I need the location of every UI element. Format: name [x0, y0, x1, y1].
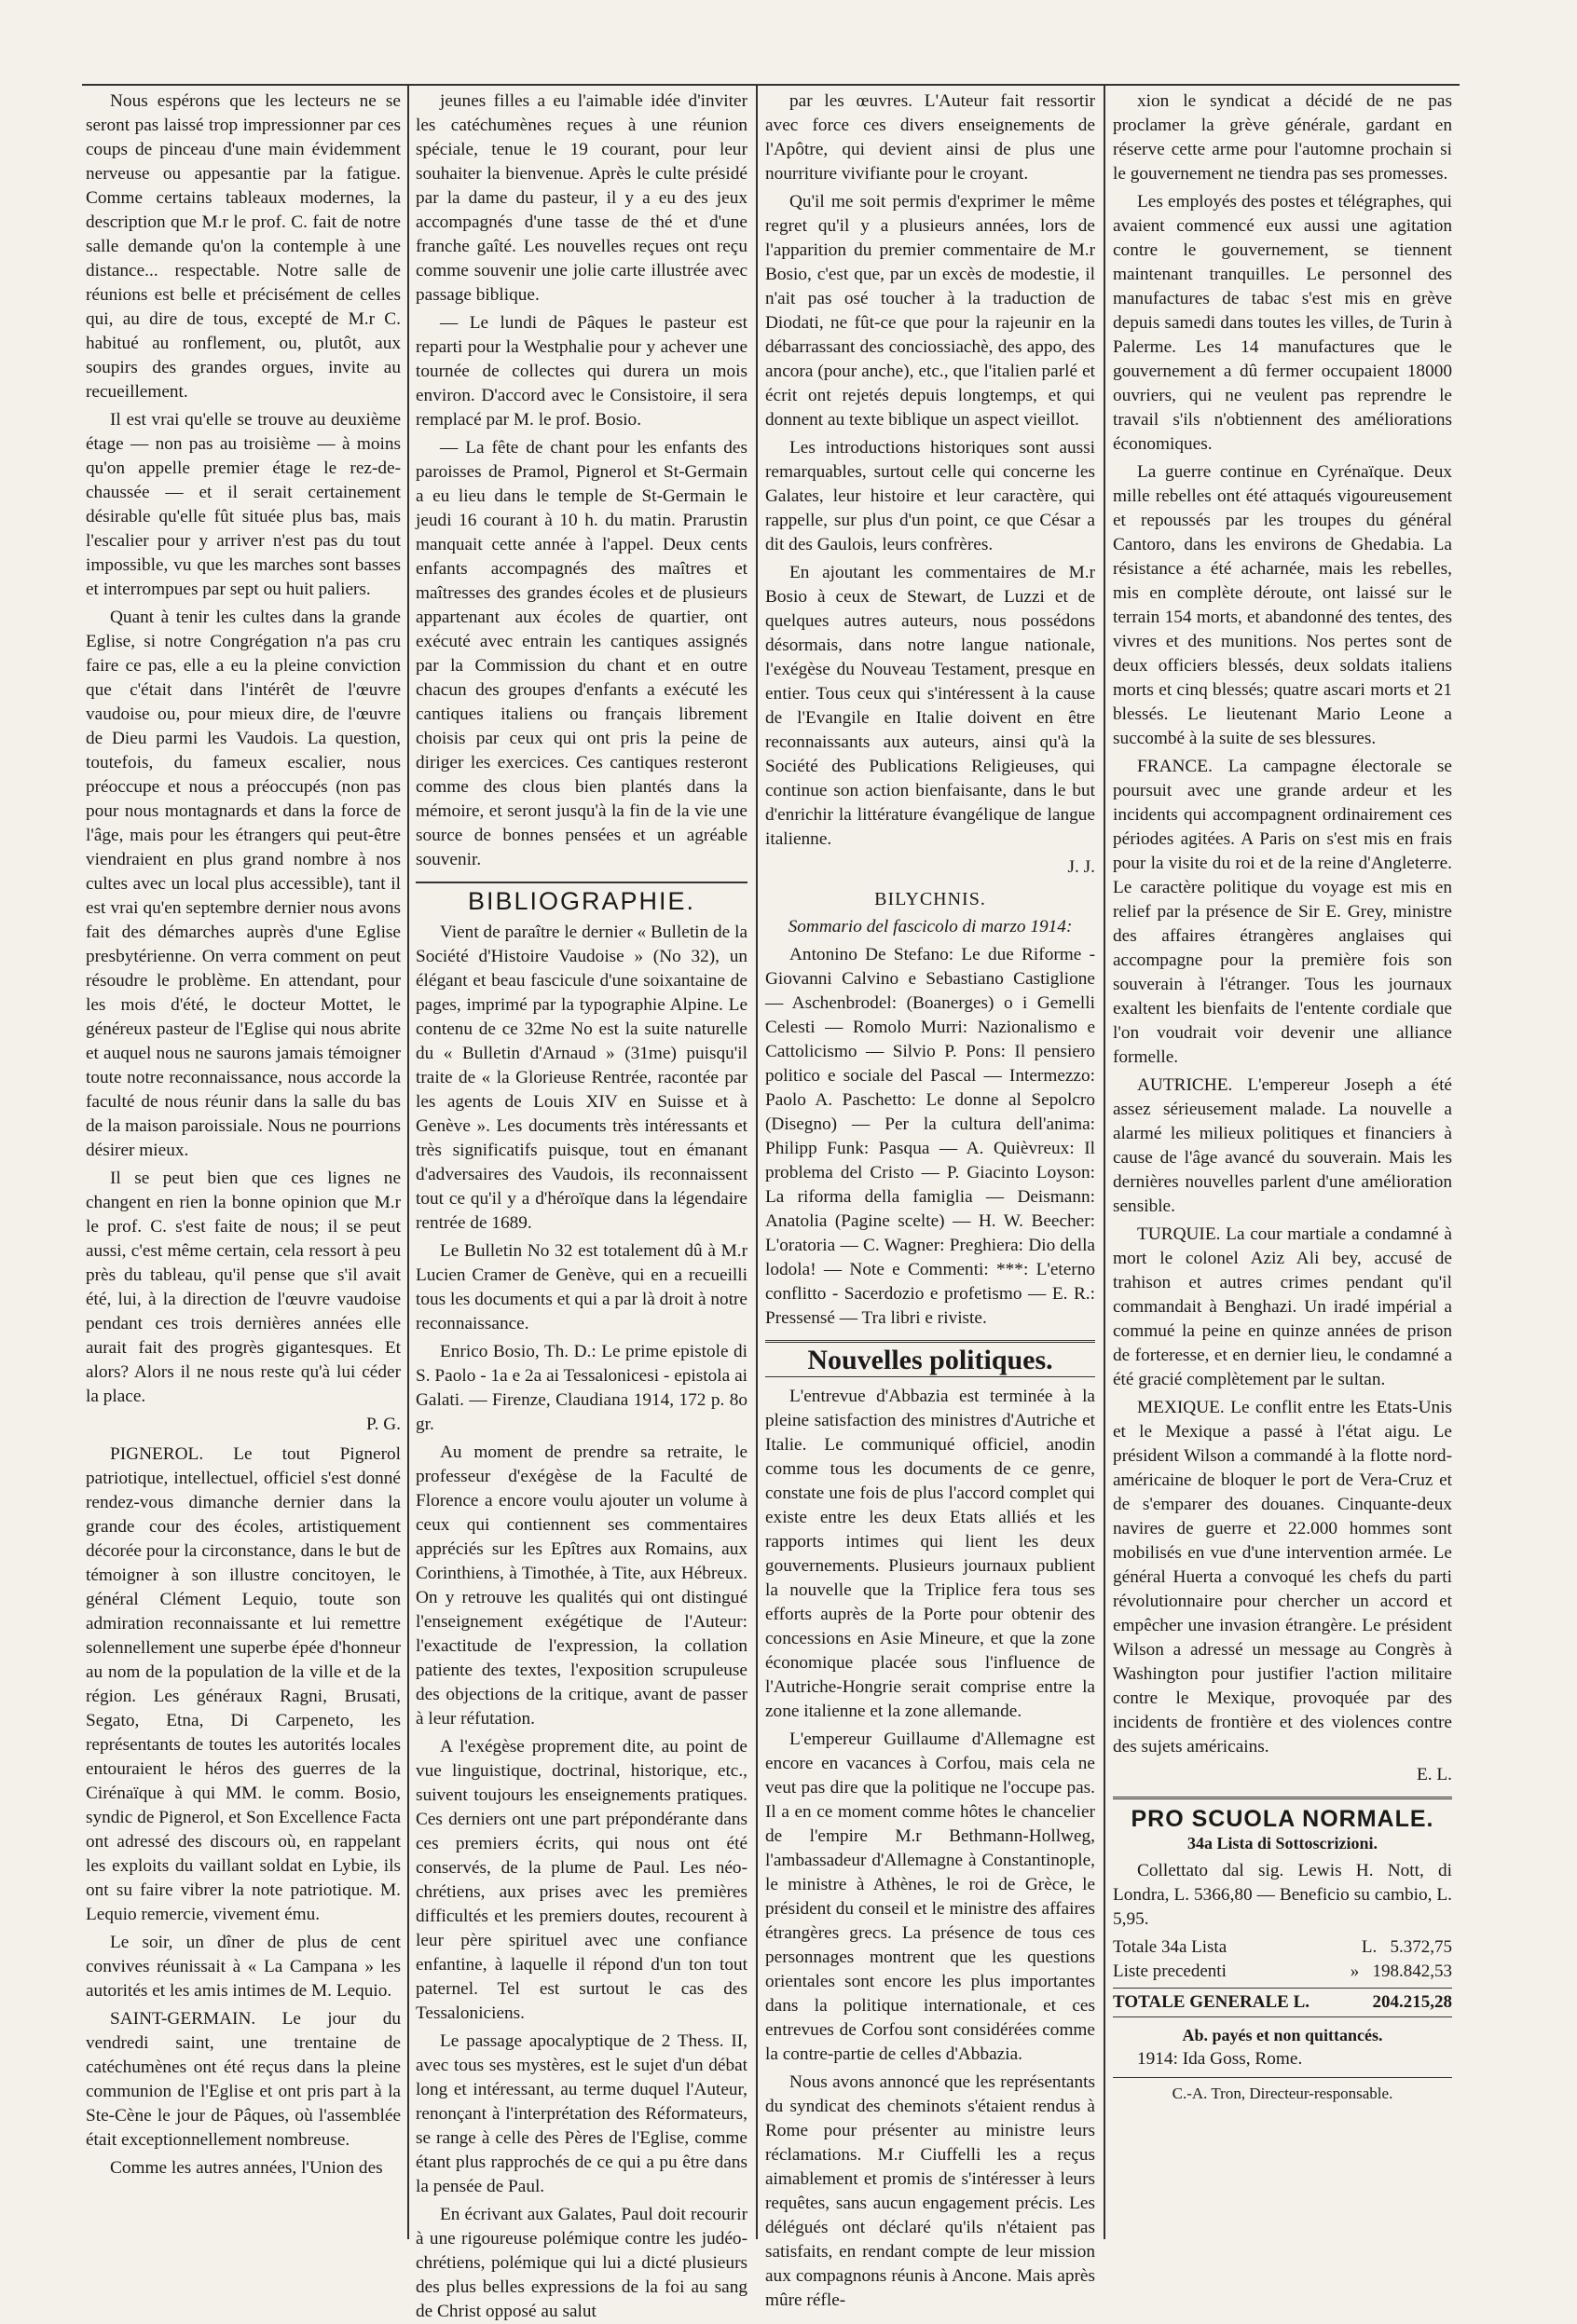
section-heading-nouvelles-politiques: Nouvelles politiques.	[765, 1340, 1095, 1377]
paragraph: Au moment de prendre sa retraite, le professeur d'exégèse de la Faculté de Florence a encore voulu ajouter un volume à ceux qui contiennent ses commentaires appréciés sur les Epîtres aux Romains, aux Corinthiens, à Timothée, à Tite, aux Hébreux. On y retrouve les qualités qui ont distingué l'enseignement exégétique de l'Auteur: l'exactitude de l'expression, la collation patiente des textes, l'exposition scrupuleuse des objections de la critique, avant de passer à leur réfutation.	[416, 1442, 747, 1729]
paragraph: Nous avons annoncé que les représentants du syndicat des cheminots s'étaient rendus à Rome pour présenter au ministre leurs réclamations. M.r Ciuffelli les a reçus aimablement et promis de s'intéresser à leurs requêtes, sans aucun engagement précis. Les délégués ont déclaré qu'ils n'étaient pas satisfaits, en rendant compte de leur mission aux compagnons réunis à Ancone. Mais après mûre réfle-	[765, 2072, 1095, 2310]
paragraph: Les introductions historiques sont aussi remarquables, surtout celle qui concerne les Galates, leur histoire et leur caractère, qui rappelle, sur plus d'un point, ce que César a dit des Gaulois, leurs confrères.	[765, 438, 1095, 554]
paragraph: En ajoutant les commentaires de M.r Bosio à ceux de Stewart, de Luzzi et de quelques autres auteurs, nous possédons désormais, dans notre langue nationale, l'exégèse du Nouveau Testament, presque en entier. Tous ceux qui s'intéressent à la cause de l'Evangile en Italie doivent en être reconnaissants aux auteurs, ainsi qu'à la Société des Publications Religieuses, qui continue son action bienfaisante, dans le but d'enrichir la littérature évangélique de langue italienne.	[765, 563, 1095, 849]
paragraph: Enrico Bosio, Th. D.: Le prime epistole di S. Paolo - 1a e 2a ai Tessalonicesi - epistola ai Galati. — Firenze, Claudiana 1914, 172 p. 8o gr.	[416, 1342, 747, 1434]
signature: P. G.	[366, 1415, 401, 1434]
paragraph: Nous espérons que les lecteurs ne se seront pas laissé trop impressionner par ces coups de pinceau d'une main évidemment nerveuse ou appesantie par la fatigue. Comme certains tableaux modernes, la description que M.r le prof. C. fait de notre salle demande qu'on la contemple à une distance... respectable. Notre salle de réunions est belle et précisément de celles qui, au dire de tous, excepté de M.r C. habitué au ronflement, ou, plutôt, aux soupirs des grandes orgues, invite au recueillement.	[86, 91, 401, 402]
paragraph: AUTRICHE. L'empereur Joseph a été assez sérieusement malade. La nouvelle a alarmé les milieux politiques et financiers à cause de l'âge avancé du souverain. Mais les dernières nouvelles parlent d'une amélioration sensible.	[1113, 1075, 1452, 1216]
pro-scuola-title: PRO SCUOLA NORMALE.	[1113, 1797, 1452, 1831]
paragraph: Le soir, un dîner de plus de cent convives réunissait à « La Campana » les autorités et les amis intimes de M. Lequio.	[86, 1933, 401, 2001]
editor-credit: C.-A. Tron, Directeur-responsable.	[1113, 2077, 1452, 2106]
paragraph: A l'exégèse proprement dite, au point de vue linguistique, doctrinal, historique, etc., suivent toujours les enseignements pratiques. Ces derniers ont une part prépondérante dans ces premiers écrits, qui nous ont été conservés, de la plume de Paul. Les néo-chrétiens, aux prises avec les premières difficultés et les premiers doutes, recourent à leur père spirituel avec une confiance enfantine, à laquelle il répond d'un ton tout paternel. Tel est surtout le cas des Tessaloniciens.	[416, 1737, 747, 2023]
paragraph: Comme les autres années, l'Union des	[110, 2158, 383, 2178]
paragraph: jeunes filles a eu l'aimable idée d'inviter les catéchumènes reçues à une réunion spéciale, tenue le 19 courant, pour leur souhaiter la bienvenue. Après le culte présidé par la dame du pasteur, il y a eu des jeux accompagnés d'une tasse de thé et d'une franche gaîté. Les nouvelles reçues ont reçu comme souvenir une jolie carte illustrée avec passage biblique.	[416, 91, 747, 305]
top-rule	[82, 84, 1460, 86]
paragraph: TURQUIE. La cour martiale a condamné à mort le colonel Aziz Ali bey, accusé de trahison et autres crimes pendant qu'il commandait à Benghazi. Un iradé impérial a commué la peine en quinze années de prison de forteresse, et en dernier lieu, le condamné a été gracié complètement par le sultan.	[1113, 1224, 1452, 1389]
paragraph: Le passage apocalyptique de 2 Thess. II, avec tous ses mystères, est le sujet d'un débat long et intéressant, au terme duquel l'Auteur, renonçant à l'interprétation des Réformateurs, se range à celle des Pères de l'Eglise, comme étant plus rapprochés de ce qui a pu être dans la pensée de Paul.	[416, 2031, 747, 2196]
column-4	[1113, 89, 1452, 2247]
paragraph: — Le lundi de Pâques le pasteur est reparti pour la Westphalie pour y achever une tournée de collectes qui durera un mois environ. D'accord avec le Consistoire, il sera remplacé par M. le prof. Bosio.	[416, 313, 747, 430]
paragraph: Quant à tenir les cultes dans la grande Eglise, si notre Congrégation n'a pas cru faire ce pas, elle a eu la pleine conviction que c'était dans l'intérêt de l'œuvre vaudoise ou, pour mieux dire, de l'œuvre de Dieu parmi les Vaudois. La question, toutefois, du fameux escalier, nous préoccupe et nous a préoccupés (non pas pour nous montagnards et dans la force de l'âge, mais pour les étrangers qui peut-être viendraient en plus grand nombre à nos cultes avec un local plus accessible), tant il est vrai qu'en septembre dernier nous avons fait des démarches auprès d'une Eglise presbytérienne. On verra comment on peut résoudre le problème. En attendant, pour les mois d'été, le docteur Mottet, le généreux pasteur de l'Eglise qui nous abrite et auquel nous ne saurons jamais témoigner toute notre reconnaissance, nous accorde la faculté de nous réunir dans la salle du bas de la maison paroissiale. Nous ne pourrions désirer mieux.	[86, 608, 401, 1160]
previous-label: Liste precedenti	[1113, 1962, 1227, 1981]
total-label: Totale 34a Lista	[1113, 1937, 1227, 1957]
paragraph: En écrivant aux Galates, Paul doit recourir à une rigoureuse polémique contre les judéo-chrétiens, polémique qui lui a dicté plusieurs des plus belles expressions de la foi au sang de Christ opposé au salut	[416, 2205, 747, 2321]
paragraph: xion le syndicat a décidé de ne pas proclamer la grève générale, gardant en réserve cette arme pour l'automne prochain si le gouvernement ne tiendra pas ses promesses.	[1113, 91, 1452, 184]
paragraph: Les employés des postes et télégraphes, qui avaient commencé eux aussi une agitation contre le gouvernement, se tiennent maintenant tranquilles. Le personnel des manufactures de tabac s'est mis en grève depuis samedi dans toutes les villes, de Turin à Palerme. Les 14 manufactures que le gouvernement a dû fermer occupaient 18000 ouvriers, qui ne veulent pas reprendre le travail s'ils n'obtiennent des améliorations économiques.	[1113, 192, 1452, 454]
paragraph: Le Bulletin No 32 est totalement dû à M.r Lucien Cramer de Genève, qui en a recueilli tous les documents et qui a par là droit à notre reconnaissance.	[416, 1241, 747, 1333]
signature: E. L.	[1416, 1765, 1452, 1784]
pro-scuola-subtitle: 34a Lista di Sottoscrizioni.	[1186, 1834, 1378, 1852]
signature: J. J.	[1067, 857, 1095, 877]
paragraph: Il est vrai qu'elle se trouve au deuxième étage — non pas au troisième — à moins qu'on appelle premier étage le rez-de-chaussée — et il serait certainement désirable qu'elle fût située plus bas, mais l'escalier pour y arriver n'est pas du tout impossible, vu que les marches sont basses et interrompues par sept ou huit paliers.	[86, 410, 401, 599]
total-row	[1113, 1935, 1452, 1960]
paragraph: Antonino De Stefano: Le due Riforme - Giovanni Calvino e Sebastiano Castiglione — Aschenbrodel: (Boanerges) o i Gemelli Celesti — Romolo Murri: Nazionalismo e Cattolicismo — Silvio P. Pons: Il pensiero politico e sociale del Pascal — Intermezzo: Paolo A. Paschetto: Le donne al Sepolcro (Disegno) — Per la cultura dell'anima: Philipp Funk: Pasqua — A. Quièvreux: Il problema del Cristo — P. Giacinto Loyson: La riforma della famiglia — Deismann: Anatolia (Pagine scelte) — H. W. Beecher: L'oratoria — C. Wagner: Preghiera: Dio della lodola! — Note e Commenti: ***: L'eterno conflitto - Sacerdozio e profetismo — E. R.: Pressensé — Tra libri e riviste.	[765, 945, 1095, 1328]
paragraph: Qu'il me soit permis d'exprimer le même regret qu'il y a plusieurs années, lors de l'apparition du premier commentaire de M.r Bosio, c'est que, par un excès de modestie, il n'ait pas osé toucher à la traduction de Diodati, ne fût-ce que pour la rajeunir en la débarrassant des conciossiachè, des appo, des ancora (pour anche), etc., que l'italien parlé et écrit ont rejetés depuis longtemps, et qui donnent au texte biblique un aspect vieillot.	[765, 192, 1095, 430]
paragraph: SAINT-GERMAIN. Le jour du vendredi saint, une trentaine de catéchumènes ont été reçus dans la pleine communion de l'Eglise et ont pris part à la Ste-Cène le jour de Pâques, où l'assemblée était exceptionnellement nombreuse.	[86, 2009, 401, 2150]
total-value: 5.372,75	[1390, 1937, 1452, 1957]
subscription-note-detail: 1914: Ida Goss, Rome.	[1137, 2049, 1303, 2069]
column-3	[765, 89, 1095, 2310]
previous-row	[1113, 1960, 1452, 1984]
paragraph: — La fête de chant pour les enfants des paroisses de Pramol, Pignerol et St-Germain a eu lieu dans le temple de St-Germain le jeudi 16 courant à 10 h. du matin. Prarustin manquait cette année à l'appel. Deux cents enfants accompagnés des maîtres et maîtresses des grandes écoles et de plusieurs appartenant aux écoles de quartier, ont exécuté avec entrain les cantiques assignés par la Commission du chant et en outre chacun des groupes d'enfants a exécuté les cantiques italiens ou français librement choisis par ceux qui ont pris la peine de diriger les exercices. Ces cantiques resteront comme des clous bien plantés dans la mémoire, et seront jusqu'à la fin de la vie une source de bonnes pensées et un agréable souvenir.	[416, 438, 747, 869]
column-2	[416, 89, 747, 2321]
paragraph: L'entrevue d'Abbazia est terminée à la pleine satisfaction des ministres d'Autriche et Italie. Le communiqué officiel, anodin comme tous les documents de ce genre, constate une fois de plus l'accord complet qui existe entre les deux Etats alliés et les rapports intimes qui lient les deux gouvernements. Plusieurs journaux publient la nouvelle que la Triplice fera tous ses efforts auprès de la Porte pour obtenir des concessions en Asie Mineure, et que la zone économique placée sous l'influence de l'Autriche-Hongrie serait comprise entre la zone italienne et la zone allemande.	[765, 1387, 1095, 1721]
grand-total-row	[1113, 1988, 1452, 2017]
total-currency: L.	[1361, 1937, 1378, 1957]
bilychnis-subtitle: Sommario del fascicolo di marzo 1914:	[788, 917, 1073, 936]
paragraph: L'empereur Guillaume d'Allemagne est encore en vacances à Corfou, mais cela ne veut pas dire que la politique ne l'occupe pas. Il a en ce moment comme hôtes le chancelier de l'empire M.r Bethmann-Hollweg, l'ambassadeur d'Allemagne à Constantinople, le ministre à Athènes, le roi de Grèce, le président du conseil et le ministre des affaires étrangères grecs. La présence de tous ces personnages montrent que les questions orientales sont encore les plus importantes dans la politique internationale, et ces entrevues de Corfou sont considérées comme la contre-partie de celles d'Abbazia.	[765, 1729, 1095, 2064]
paragraph: Vient de paraître le dernier « Bulletin de la Société d'Histoire Vaudoise » (No 32), un élégant et beau fascicule d'une soixantaine de pages, imprimé par la typographie Alpine. Le contenu de ce 32me No est la suite naturelle du « Bulletin d'Arnaud » (31me) puisqu'il traite de « la Glorieuse Rentrée, racontée par les agents de Louis XIV en Suisse et à Genève ». Les documents très intéressants et très significatifs puisque, tout en émanant d'adversaires des Vaudois, ils reconnaissent tout ce qu'il y a d'héroïque dans la légendaire rentrée de 1689.	[416, 923, 747, 1233]
paragraph: MEXIQUE. Le conflit entre les Etats-Unis et le Mexique a passé à l'état aigu. Le président Wilson a commandé à la flotte nord-américaine de bloquer le port de Vera-Cruz et de s'emparer des douanes. Cinquante-deux navires de guerre et 22.000 hommes sont mobilisés en vue d'une intervention armée. Le général Huerta a convoqué les chefs du parti révolutionnaire pour chercher un accord et empêcher une invasion étrangère. Le président Wilson a adressé un message au Congrès à Washington pour justifier l'action militaire contre le Mexique, provoquée par des incidents de frontière et des violences contre des sujets américains.	[1113, 1398, 1452, 1757]
section-heading-bibliographie: BIBLIOGRAPHIE.	[416, 882, 747, 913]
column-rule	[756, 86, 758, 2239]
column-rule	[407, 86, 409, 2239]
column-rule	[1104, 86, 1105, 2239]
column-1	[86, 89, 401, 2247]
pro-scuola-text: Collettato dal sig. Lewis H. Nott, di Londra, L. 5366,80 — Beneficio su cambio, L. 5,95.	[1113, 1861, 1452, 1929]
grand-total-value: 204.215,28	[1372, 1992, 1452, 2012]
bilychnis-title: BILYCHNIS.	[874, 889, 986, 909]
paragraph: La guerre continue en Cyrénaïque. Deux mille rebelles ont été attaqués vigoureusement et repoussés par les troupes du général Cantoro, dans les environs de Ghedabia. La résistance a été acharnée, mais les rebelles, mis en complète déroute, ont laissé sur le terrain 154 morts, et abandonné des tentes, des vivres et des munitions. Nos pertes sont de deux officiers blessés, deux soldats italiens morts et cinq blessés; quatre ascari morts et 21 blessés. Le lieutenant Mario Leone a succombé à la suite de ses blessures.	[1113, 462, 1452, 748]
subscription-note: Ab. payés et non quittancés.	[1182, 2026, 1383, 2044]
paragraph: par les œuvres. L'Auteur fait ressortir avec force ces divers enseignements de l'Apôtre, qui devient ainsi de plus une nourriture vivifiante pour le croyant.	[765, 91, 1095, 184]
paragraph: FRANCE. La campagne électorale se poursuit avec une grande ardeur et les incidents qui accompagnent ordinairement ces périodes agitées. A Paris on s'est mis en frais pour la visite du roi et de la reine d'Angleterre. Le caractère politique du voyage est mis en relief par la présence de Sir E. Grey, ministre des affaires étrangères anglaises qui accompagne pour la première fois son souverain à l'étranger. Tous les journaux exaltent les bienfaits de l'entente cordiale que l'on voudrait voir devenir une alliance formelle.	[1113, 757, 1452, 1067]
paragraph: PIGNEROL. Le tout Pignerol patriotique, intellectuel, officiel s'est donné rendez-vous dimanche dernier dans la grande cour des écoles, artistiquement décorée pour la circonstance, dans le but de témoigner à son illustre concitoyen, le général Clément Lequio, toute son admiration reconnaissante et lui remettre solennellement une superbe épée d'honneur au nom de la population de la ville et de la région. Les généraux Ragni, Brusati, Segato, Etna, Di Carpeneto, les représentants de toutes les autorités locales entouraient le héros des guerres de la Cirénaïque à qui MM. le comm. Bosio, syndic de Pignerol, et Son Excellence Facta ont adressé des discours où, en rappelant les exploits du vaillant soldat en Lybie, ils ont su faire vibrer la note patriotique. M. Lequio remercie, vivement ému.	[86, 1444, 401, 1924]
previous-currency: »	[1350, 1962, 1360, 1981]
grand-total-label: TOTALE GENERALE L.	[1113, 1992, 1310, 2012]
paragraph: Il se peut bien que ces lignes ne changent en rien la bonne opinion que M.r le prof. C. s'est faite de nous; il se peut aussi, c'est même certain, cela ressort à peu près du tableau, qu'il pense que s'il avait été, lui, à la direction de l'œuvre vaudoise pendant ces trois dernières années elle aurait fait des progrès gigantesques. Et alors? Alors il ne nous reste qu'à lui céder la place.	[86, 1169, 401, 1406]
previous-value: 198.842,53	[1372, 1962, 1452, 1981]
